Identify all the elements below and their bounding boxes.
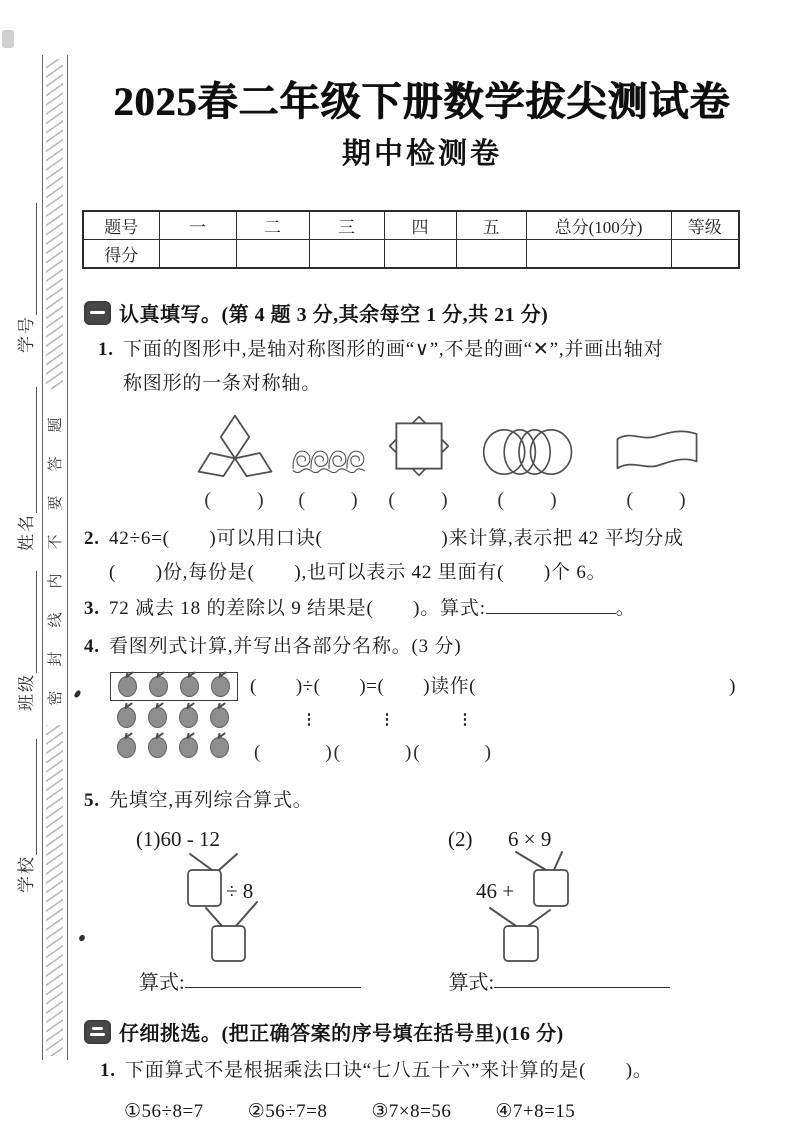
field-label-class: 班级 bbox=[17, 673, 37, 711]
question-text: 看图列式计算,并写出各部分名称。(3 分) bbox=[109, 636, 462, 657]
field-blank-school bbox=[17, 739, 37, 855]
hatch-marks bbox=[46, 59, 63, 390]
shape-cell bbox=[292, 447, 366, 512]
formula-underline bbox=[185, 966, 361, 988]
question-text: 72 减去 18 的差除以 9 结果是( )。算式: bbox=[109, 598, 486, 619]
diagram-2-left-expression: 46 + bbox=[476, 879, 515, 903]
diagram-2-label: (2) bbox=[448, 827, 473, 851]
score-header-one: 一 bbox=[159, 211, 236, 240]
apple-icon bbox=[210, 737, 229, 758]
score-row-label: 得分 bbox=[83, 240, 159, 269]
equation-blanks: ( )÷( )=( )读作( bbox=[250, 676, 476, 697]
question-text: 42÷6=( )可以用口诀( )来计算,表示把 42 平均分成 bbox=[109, 528, 684, 549]
question-number: 1. bbox=[98, 339, 114, 360]
answer-blank: ( ) bbox=[388, 489, 450, 511]
hatch-marks bbox=[46, 726, 63, 1057]
section-two-icon bbox=[84, 1020, 111, 1044]
apple-icon bbox=[117, 737, 136, 758]
fill-box bbox=[534, 870, 568, 906]
score-header-four: 四 bbox=[384, 211, 456, 240]
diagram-1 bbox=[114, 824, 414, 962]
question-2 bbox=[84, 522, 760, 556]
field-blank-name bbox=[17, 387, 37, 513]
shape-cell bbox=[388, 415, 450, 512]
question-3 bbox=[84, 592, 760, 626]
vertical-dots: ⋮ bbox=[379, 712, 395, 728]
score-header-five: 五 bbox=[456, 211, 526, 240]
score-table-score-row bbox=[83, 240, 739, 269]
question-5 bbox=[84, 784, 760, 818]
question-2-cont: ( )份,每份是( ),也可以表示 42 里面有( )个 6。 bbox=[109, 562, 607, 583]
apple-icon bbox=[149, 676, 168, 697]
square-with-star-icon bbox=[388, 415, 450, 477]
question-4-equation-area bbox=[250, 672, 760, 764]
option-2: ②56÷7=8 bbox=[247, 1101, 328, 1122]
part-names-blanks: ( )( )( ) bbox=[254, 742, 493, 763]
field-blank-studentid bbox=[17, 203, 37, 315]
answer-blank: ( ) bbox=[497, 489, 559, 511]
question-number: 2. bbox=[84, 528, 100, 549]
question-number: 1. bbox=[100, 1060, 116, 1081]
answer-blank: ( ) bbox=[298, 489, 360, 511]
option-4: ④7+8=15 bbox=[495, 1101, 576, 1122]
apple-icon bbox=[180, 676, 199, 697]
shape-cell bbox=[614, 427, 700, 512]
formula-label: 算式: bbox=[448, 972, 495, 994]
apple-icon bbox=[148, 737, 167, 758]
scan-speck bbox=[74, 689, 82, 698]
section-two-header bbox=[84, 1017, 760, 1046]
field-label-name: 姓名 bbox=[17, 513, 37, 551]
division-equation-line bbox=[250, 672, 736, 702]
fill-box bbox=[212, 926, 245, 961]
fill-box bbox=[188, 870, 221, 906]
score-cell bbox=[236, 240, 309, 269]
diagram-1-operator: ÷ 8 bbox=[226, 879, 254, 903]
option-1: ①56÷8=7 bbox=[124, 1101, 204, 1122]
paper-main-content bbox=[84, 58, 760, 1123]
formula-underline bbox=[486, 593, 616, 614]
field-label-studentid: 学号 bbox=[17, 315, 37, 353]
section-two-question-1 bbox=[100, 1054, 760, 1088]
formula-underline bbox=[494, 966, 670, 988]
apple-row bbox=[110, 704, 238, 731]
diagram-2-top-expression: 6 × 9 bbox=[508, 827, 552, 851]
option-3: ③7×8=56 bbox=[371, 1101, 452, 1122]
score-cell bbox=[526, 240, 671, 269]
section-two-title: 仔细挑选。 bbox=[119, 1023, 222, 1045]
score-header-three: 三 bbox=[309, 211, 384, 240]
apple-icon bbox=[179, 737, 198, 758]
question-number: 4. bbox=[84, 636, 100, 657]
question-text: 先填空,再列综合算式。 bbox=[109, 790, 313, 811]
apple-row-boxed bbox=[110, 672, 238, 701]
wavy-flag-icon bbox=[614, 427, 700, 477]
vertical-dots: ⋮ bbox=[301, 712, 317, 728]
section-one-icon bbox=[84, 301, 111, 325]
diagram-1-label: (1)60 - 12 bbox=[136, 827, 220, 851]
spiral-waves-icon bbox=[292, 447, 366, 477]
seal-line-text: 密封线内不要答题 bbox=[48, 393, 64, 706]
question-number: 5. bbox=[84, 790, 100, 811]
page-subtitle: 期中检测卷 bbox=[341, 138, 502, 170]
shape-cell bbox=[482, 427, 574, 512]
score-cell bbox=[671, 240, 739, 269]
score-table-header-row bbox=[83, 211, 739, 240]
question-4-body bbox=[110, 672, 760, 764]
vertical-dots: ⋮ bbox=[457, 712, 473, 728]
section-one-note: (第 4 题 3 分,其余每空 1 分,共 21 分) bbox=[221, 304, 549, 326]
overlapping-rings-icon bbox=[482, 427, 574, 477]
section-two-note: (把正确答案的序号填在括号里)(16 分) bbox=[221, 1023, 564, 1045]
student-info-fields bbox=[3, 148, 39, 893]
score-header-grade: 等级 bbox=[671, 211, 739, 240]
section-one-title: 认真填写。 bbox=[119, 304, 222, 326]
apple-icon bbox=[210, 707, 229, 728]
symmetry-shapes-row bbox=[84, 413, 760, 512]
shape-cell bbox=[190, 413, 280, 512]
apple-icon bbox=[117, 707, 136, 728]
score-cell bbox=[309, 240, 384, 269]
field-label-school: 学校 bbox=[17, 855, 37, 893]
question-5-diagrams bbox=[84, 824, 760, 962]
question-1-cont: 称图形的一条对称轴。 bbox=[123, 373, 322, 394]
apple-icon bbox=[118, 676, 137, 697]
score-table bbox=[82, 210, 740, 269]
question-number: 3. bbox=[84, 598, 100, 619]
page-title: 2025春二年级下册数学拔尖测试卷 bbox=[113, 79, 731, 124]
score-cell bbox=[384, 240, 456, 269]
question-4 bbox=[84, 630, 760, 664]
answer-blank: ( ) bbox=[204, 489, 266, 511]
equation-close-paren: ) bbox=[729, 676, 736, 697]
question-text: 下面的图形中,是轴对称图形的画“∨”,不是的画“✕”,并画出轴对 bbox=[123, 339, 664, 360]
field-blank-class bbox=[17, 571, 37, 673]
section-one-header bbox=[84, 298, 760, 327]
question-period: 。 bbox=[615, 598, 636, 619]
score-cell bbox=[456, 240, 526, 269]
score-cell bbox=[159, 240, 236, 269]
question-text: 下面算式不是根据乘法口诀“七八五十六”来计算的是( )。 bbox=[125, 1060, 653, 1081]
diagram-2 bbox=[446, 824, 726, 962]
score-header-tihao: 题号 bbox=[83, 211, 159, 240]
apple-icon bbox=[211, 676, 230, 697]
score-header-two: 二 bbox=[236, 211, 309, 240]
rhombus-trefoil-icon bbox=[190, 413, 280, 477]
seal-line-column bbox=[42, 55, 68, 1060]
division-dots-row bbox=[250, 710, 736, 729]
formula-row bbox=[84, 966, 760, 995]
formula-label: 算式: bbox=[139, 972, 185, 994]
scan-artifact-blob bbox=[2, 30, 14, 48]
options-row bbox=[124, 1100, 760, 1123]
question-1 bbox=[98, 333, 760, 367]
apple-grid bbox=[110, 672, 238, 764]
answer-blank: ( ) bbox=[626, 489, 688, 511]
apple-icon bbox=[179, 707, 198, 728]
score-header-total: 总分(100分) bbox=[526, 211, 671, 240]
fill-box bbox=[504, 926, 538, 961]
apple-row bbox=[110, 734, 238, 761]
apple-icon bbox=[148, 707, 167, 728]
